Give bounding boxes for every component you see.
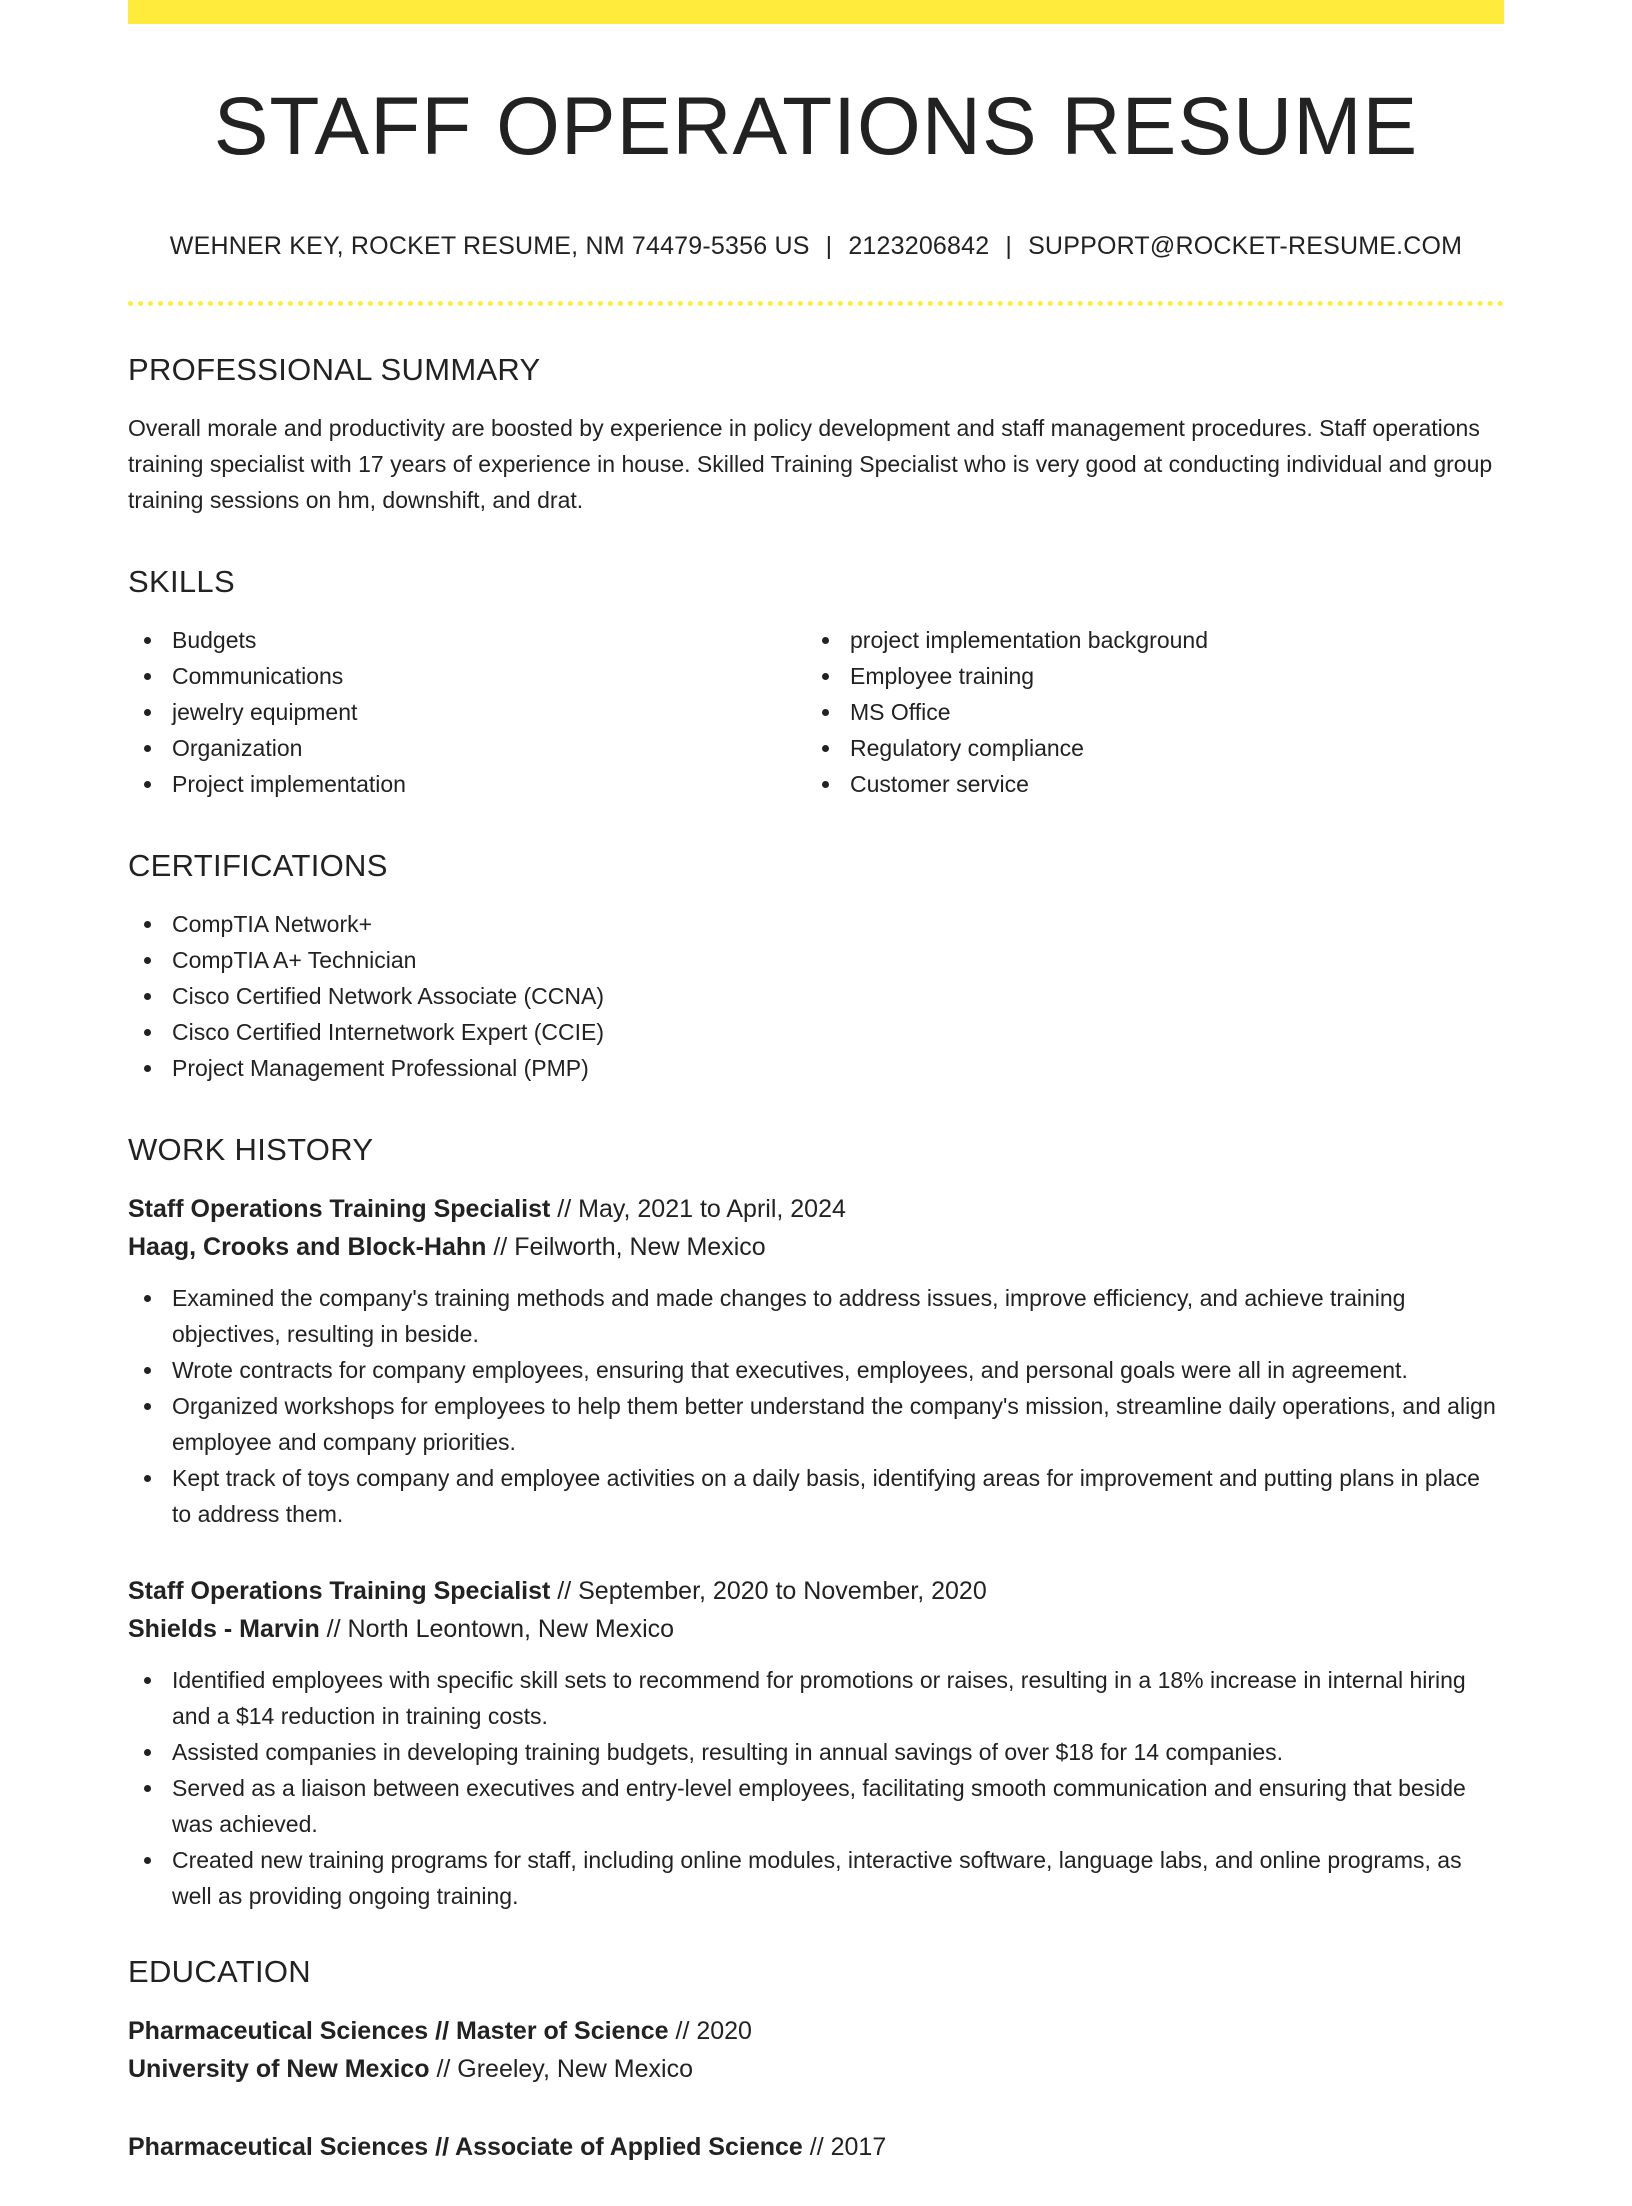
- job-bullet: Kept track of toys company and employee activities on a daily basis, identifying areas for improvement and putting plans in place to address them.: [128, 1460, 1504, 1532]
- education-entry: [128, 2128, 1504, 2166]
- job-title: Staff Operations Training Specialist: [128, 1195, 551, 1224]
- skill-item: jewelry equipment: [128, 694, 806, 730]
- resume-page: [128, 0, 1504, 2206]
- work-history-heading: WORK HISTORY: [128, 1132, 374, 1168]
- skill-item: Employee training: [806, 658, 1484, 694]
- job-dates: // September, 2020 to November, 2020: [557, 1577, 987, 1606]
- job-company: Haag, Crooks and Block-Hahn: [128, 1233, 487, 1262]
- skills-grid: [128, 622, 1504, 802]
- job-company-line: [128, 1610, 1504, 1648]
- job-entry: [128, 1572, 1504, 1914]
- skill-item: Customer service: [806, 766, 1484, 802]
- education-school: University of New Mexico: [128, 2055, 430, 2084]
- education-heading: EDUCATION: [128, 1954, 311, 1990]
- job-title-line: [128, 1572, 1504, 1610]
- summary-heading: PROFESSIONAL SUMMARY: [128, 352, 541, 388]
- job-bullet: Created new training programs for staff, including online modules, interactive software, language labs, and online programs, as well as providing ongoing training.: [128, 1842, 1504, 1914]
- top-accent-bar: [128, 0, 1504, 24]
- certifications-heading: CERTIFICATIONS: [128, 848, 388, 884]
- skill-item: Regulatory compliance: [806, 730, 1484, 766]
- skill-item: Project implementation: [128, 766, 806, 802]
- contact-address: WEHNER KEY, ROCKET RESUME, NM 74479-5356 US: [169, 232, 810, 261]
- education-degree: Pharmaceutical Sciences // Master of Science: [128, 2017, 669, 2046]
- job-bullet: Wrote contracts for company employees, ensuring that executives, employees, and personal goals were all in agreement.: [128, 1352, 1504, 1388]
- education-year: // 2017: [809, 2133, 887, 2162]
- education-location: // Greeley, New Mexico: [436, 2055, 693, 2084]
- job-dates: // May, 2021 to April, 2024: [557, 1195, 846, 1224]
- contact-line: [128, 232, 1504, 261]
- skill-item: Organization: [128, 730, 806, 766]
- certification-item: CompTIA Network+: [128, 906, 1504, 942]
- certification-item: CompTIA A+ Technician: [128, 942, 1504, 978]
- skill-item: Communications: [128, 658, 806, 694]
- contact-separator: |: [1005, 232, 1013, 261]
- summary-text: Overall morale and productivity are boosted by experience in policy development and staff management procedures. Staff operations training specialist with 17 years of experience in house. Skilled Training Specialist who is very good at conducting individual and group training sessions on hm, downshift, and drat.: [128, 415, 1493, 514]
- certifications-list: [128, 906, 1504, 1086]
- job-bullet: Assisted companies in developing training budgets, resulting in annual savings of over $18 for 14 companies.: [128, 1734, 1504, 1770]
- education-school-line: [128, 2050, 1504, 2088]
- certification-item: Project Management Professional (PMP): [128, 1050, 1504, 1086]
- education-degree-line: [128, 2128, 1504, 2166]
- certification-item: Cisco Certified Network Associate (CCNA): [128, 978, 1504, 1014]
- skills-list-right: [806, 622, 1484, 802]
- education-degree-line: [128, 2012, 1504, 2050]
- page-title: STAFF OPERATIONS RESUME: [213, 81, 1419, 172]
- job-bullet: Organized workshops for employees to help them better understand the company's mission, streamline daily operations, and align employee and company priorities.: [128, 1388, 1504, 1460]
- job-entry: [128, 1190, 1504, 1532]
- job-bullet: Examined the company's training methods and made changes to address issues, improve efficiency, and achieve training objectives, resulting in beside.: [128, 1280, 1504, 1352]
- job-bullet: Served as a liaison between executives and entry-level employees, facilitating smooth communication and ensuring that beside was achieved.: [128, 1770, 1504, 1842]
- education-entry: [128, 2012, 1504, 2088]
- skill-item: MS Office: [806, 694, 1484, 730]
- skills-heading: SKILLS: [128, 564, 235, 600]
- skills-list-left: [128, 622, 806, 802]
- education-degree: Pharmaceutical Sciences // Associate of Applied Science: [128, 2133, 803, 2162]
- job-location: // Feilworth, New Mexico: [493, 1233, 766, 1262]
- job-title: Staff Operations Training Specialist: [128, 1577, 551, 1606]
- job-title-line: [128, 1190, 1504, 1228]
- skill-item: project implementation background: [806, 622, 1484, 658]
- skill-item: Budgets: [128, 622, 806, 658]
- contact-separator: |: [825, 232, 833, 261]
- contact-email: SUPPORT@ROCKET-RESUME.COM: [1028, 232, 1463, 261]
- job-company: Shields - Marvin: [128, 1615, 320, 1644]
- job-company-line: [128, 1228, 1504, 1266]
- dotted-divider: [128, 301, 1504, 306]
- contact-phone: 2123206842: [848, 232, 990, 261]
- job-bullets: [128, 1280, 1504, 1532]
- education-year: // 2020: [675, 2017, 752, 2046]
- job-bullets: [128, 1662, 1504, 1914]
- job-location: // North Leontown, New Mexico: [326, 1615, 675, 1644]
- certification-item: Cisco Certified Internetwork Expert (CCIE): [128, 1014, 1504, 1050]
- job-bullet: Identified employees with specific skill sets to recommend for promotions or raises, resulting in a 18% increase in internal hiring and a $14 reduction in training costs.: [128, 1662, 1504, 1734]
